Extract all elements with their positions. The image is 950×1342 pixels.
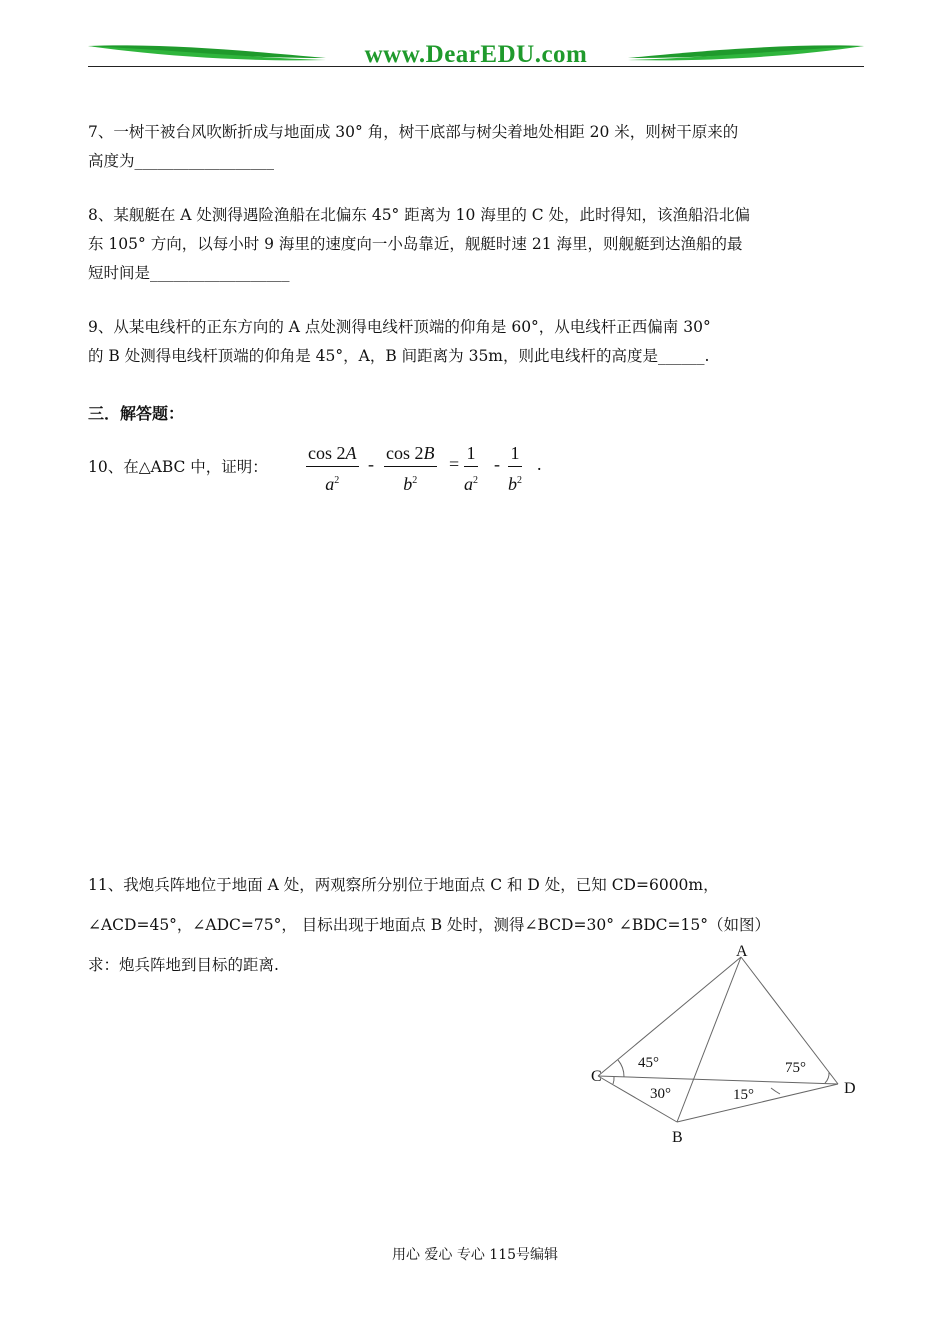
question-10 [88, 440, 688, 500]
angle-arc-bcd [613, 1077, 614, 1084]
question-8 [88, 201, 864, 288]
section-heading-answer-questions: 三．解答题： [88, 404, 185, 423]
question-11-line-3: 求：炮兵阵地到目标的距离. [88, 956, 279, 974]
angle-label-acd: 45° [638, 1055, 659, 1071]
question-9 [88, 313, 864, 371]
point-label-b: B [672, 1129, 683, 1146]
question-11-line-2: ∠ACD=45°，∠ADC=75°， 目标出现于地面点 B 处时，测得∠BCD=30° ∠BDC=15°（如图） [88, 916, 770, 934]
question-9-line-1: 9、从某电线杆的正东方向的 A 点处测得电线杆顶端的仰角是 60°，从电线杆正西偏南 30° [88, 318, 711, 336]
site-header-banner [88, 40, 864, 72]
angle-arc-acd [618, 1060, 624, 1077]
segment-ac [598, 957, 741, 1076]
question-9-line-2: 的 B 处测得电线杆顶端的仰角是 45°，A，B 间距离为 35m，则此电线杆的高度是______. [88, 347, 710, 365]
segment-bd [677, 1084, 838, 1122]
equals-sign: = [449, 454, 460, 474]
site-logo-text[interactable]: www.DearEDU.com [364, 41, 588, 68]
question-8-line-1: 8、某舰艇在 A 处测得遇险渔船在北偏东 45° 距离为 10 海里的 C 处，此时得知，该渔船沿北偏 [88, 206, 751, 224]
fraction-1-over-a2: 1 $a^2$ [464, 443, 478, 494]
angle-label-bcd: 30° [650, 1086, 671, 1102]
question-7 [88, 118, 864, 176]
period: . [537, 454, 542, 474]
question-10-label: 10、在△ABC 中，证明： [88, 458, 268, 476]
minus-sign: - [494, 454, 500, 474]
angle-label-bdc: 15° [733, 1087, 754, 1103]
question-7-line-2: 高度为__________________ [88, 152, 275, 170]
point-label-a: A [736, 943, 748, 960]
fraction-cos2a-over-a2: cos 2A $a^2$ [308, 443, 357, 494]
fraction-1-over-b2: 1 $b^2$ [508, 443, 522, 494]
minus-sign: - [368, 454, 374, 474]
point-label-d: D [844, 1080, 856, 1097]
fraction-cos2b-over-b2: cos 2B $b^2$ [386, 443, 435, 494]
angle-label-adc: 75° [785, 1060, 806, 1076]
segment-cd [598, 1076, 838, 1084]
question-8-line-2: 东 105° 方向，以每小时 9 海里的速度向一小岛靠近，舰艇时速 21 海里，则舰艇到达渔船的最 [88, 235, 743, 253]
page-footer: 用心 爱心 专心 115号编辑 [391, 1247, 559, 1263]
point-label-c: C [591, 1068, 602, 1085]
triangle-diagram [580, 936, 870, 1151]
angle-arc-adc [825, 1072, 829, 1083]
question-11-line-1: 11、我炮兵阵地位于地面 A 处，两观察所分别位于地面点 C 和 D 处，已知 CD=6000m， [88, 876, 719, 894]
angle-arc-bdc [771, 1088, 780, 1094]
question-7-line-1: 7、一树干被台风吹断折成与地面成 30° 角，树干底部与树尖着地处相距 20 米，则树干原来的 [88, 123, 739, 141]
question-8-line-3: 短时间是__________________ [88, 264, 290, 282]
segment-ab [677, 957, 741, 1122]
header-divider [88, 66, 864, 67]
